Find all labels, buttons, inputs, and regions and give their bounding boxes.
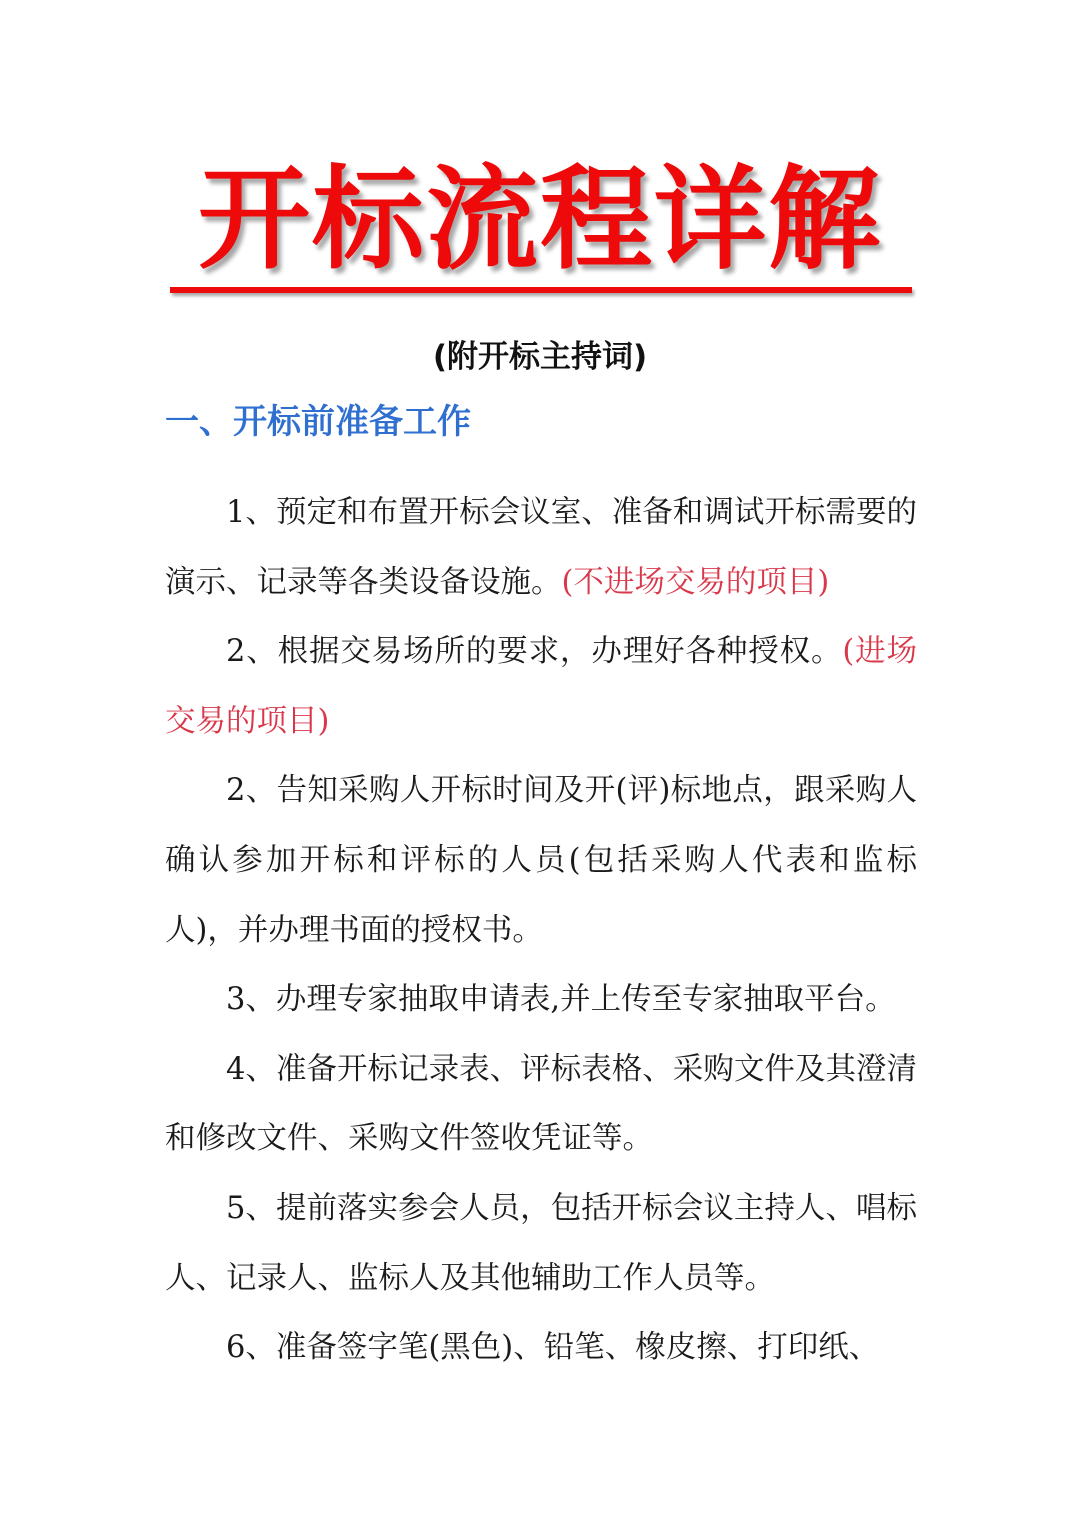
paragraph-7 [165, 1313, 917, 1383]
title-underline [170, 287, 912, 293]
paragraph-text: 3、办理专家抽取申请表,并上传至专家抽取平台。 [226, 982, 896, 1018]
paragraph-5 [165, 1035, 917, 1174]
paragraph-text: 1、预定和布置开标会议室、准备和调试开标需要的演示、记录等各类设备设施。 [165, 495, 917, 600]
paragraph-2 [165, 617, 917, 756]
paragraph-note: (进场交易的项目) [165, 634, 918, 739]
paragraph-note: (不进场交易的项目) [561, 564, 830, 600]
subtitle: (附开标主持词) [432, 339, 648, 375]
paragraph-text: 6、准备签字笔(黑色)、铅笔、橡皮擦、打印纸、 [226, 1330, 880, 1366]
section-heading: 一、开标前准备工作 [165, 402, 471, 442]
paragraph-4 [165, 965, 917, 1035]
paragraph-text: 2、根据交易场所的要求，办理好各种授权。 [226, 634, 843, 670]
paragraph-6 [165, 1174, 917, 1313]
paragraph-list [165, 478, 917, 1383]
paragraph-text: 5、提前落实参会人员，包括开标会议主持人、唱标人、记录人、监标人及其他辅助工作人员等。 [165, 1190, 917, 1296]
paragraph-1 [165, 478, 917, 617]
paragraph-text: 2、告知采购人开标时间及开(评)标地点，跟采购人确认参加开标和评标的人员(包括采购人代表和监标人)，并办理书面的授权书。 [165, 773, 917, 948]
paragraph-3 [165, 756, 917, 965]
main-title: 开标流程详解 [198, 155, 882, 285]
paragraph-text: 4、准备开标记录表、评标表格、采购文件及其澄清和修改文件、采购文件签收凭证等。 [165, 1051, 917, 1157]
